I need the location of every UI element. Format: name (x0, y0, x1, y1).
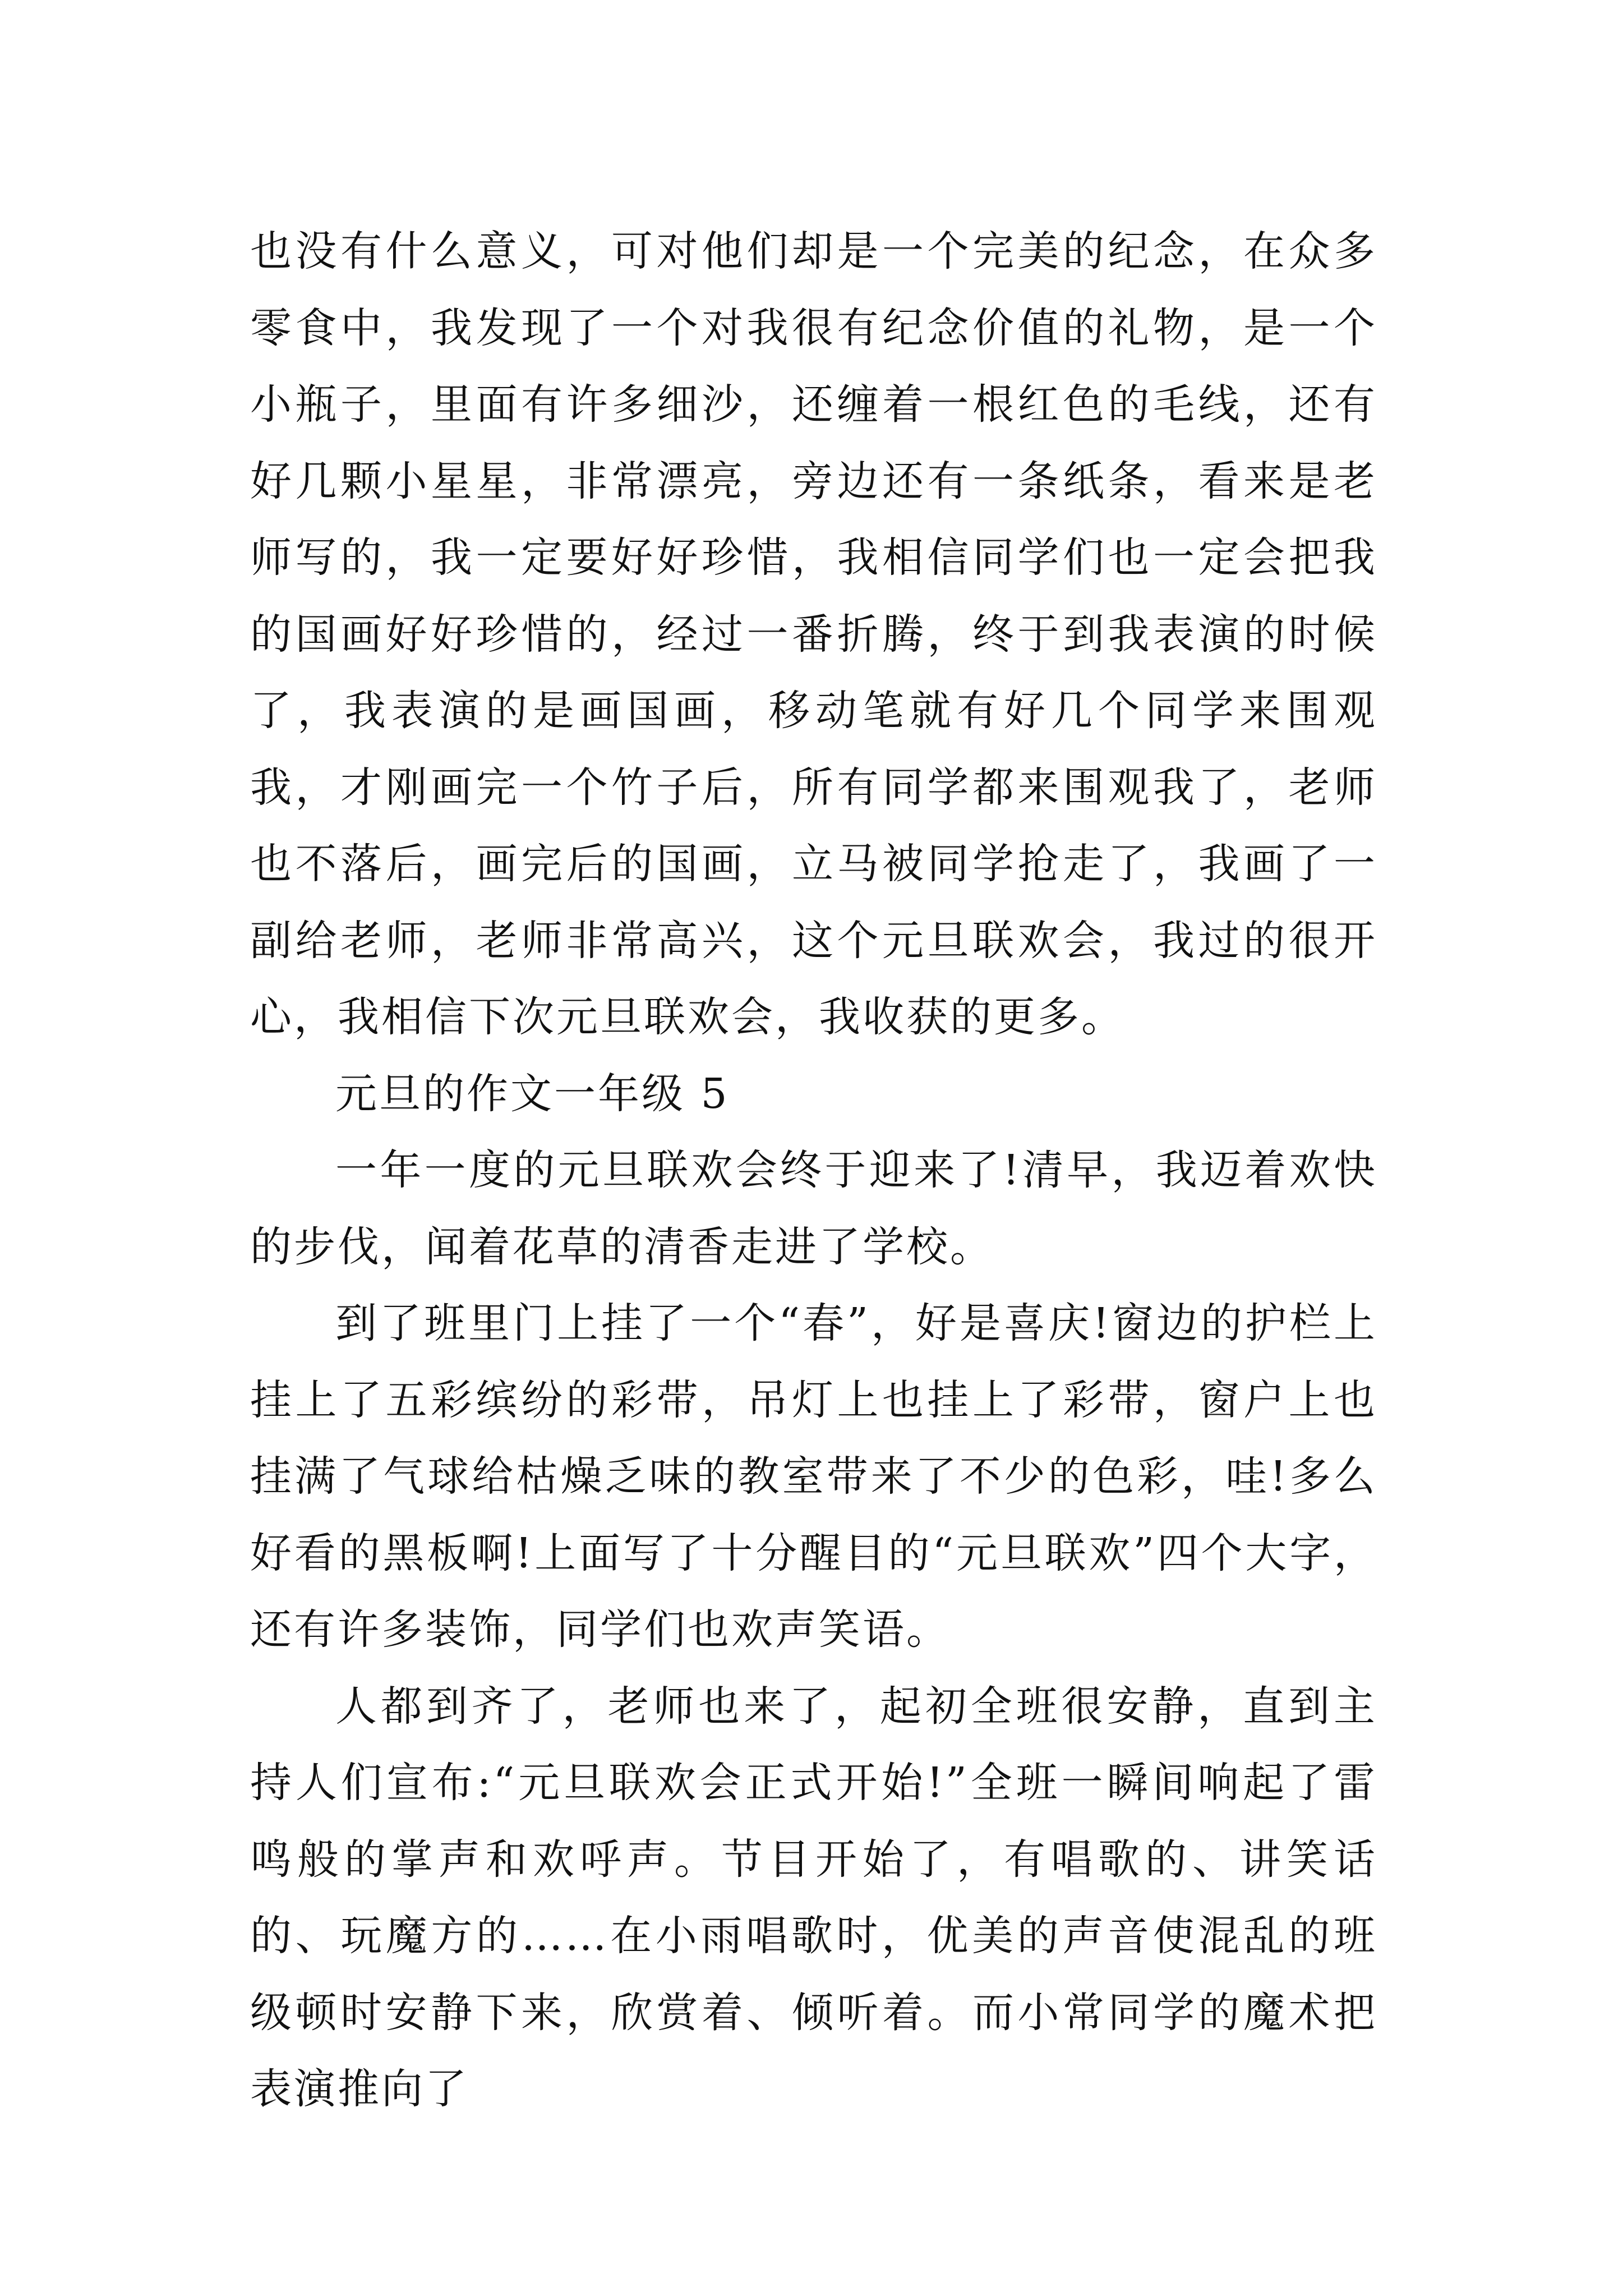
paragraph-classroom: 到了班里门上挂了一个“春”，好是喜庆!窗边的护栏上挂上了五彩缤纷的彩带，吊灯上也挂上了彩带，窗户上也挂满了气球给枯燥乏味的教室带来了不少的色彩，哇!多么好看的黑板啊!上面写了十分醒目的“元旦联欢”四个大字，还有许多装饰，同学们也欢声笑语。 (250, 1299, 1377, 1654)
document-body (250, 213, 1377, 2128)
section-heading: 元旦的作文一年级 5 (335, 1069, 730, 1118)
paragraph-continued: 也没有什么意义，可对他们却是一个完美的纪念，在众多零食中，我发现了一个对我很有纪念价值的礼物，是一个小瓶子，里面有许多细沙，还缠着一根红色的毛线，还有好几颗小星星，非常漂亮，旁边还有一条纸条，看来是老师写的，我一定要好好珍惜，我相信同学们也一定会把我的国画好好珍惜的，经过一番折腾，终于到我表演的时候了，我表演的是画国画，移动笔就有好几个同学来围观我，才刚画完一个竹子后，所有同学都来围观我了，老师也不落后，画完后的国画，立马被同学抢走了，我画了一副给老师，老师非常高兴，这个元旦联欢会，我过的很开心，我相信下次元旦联欢会，我收获的更多。 (250, 227, 1377, 1041)
paragraph-performance: 人都到齐了，老师也来了，起初全班很安静，直到主持人们宣布:“元旦联欢会正式开始!”全班一瞬间响起了雷鸣般的掌声和欢呼声。节目开始了，有唱歌的、讲笑话的、玩魔方的……在小雨唱歌时，优美的声音使混乱的班级顿时安静下来，欣赏着、倾听着。而小常同学的魔术把表演推向了 (250, 1682, 1377, 2113)
paragraph-opening: 一年一度的元旦联欢会终于迎来了!清早，我迈着欢快的步伐，闻着花草的清香走进了学校。 (250, 1146, 1377, 1271)
